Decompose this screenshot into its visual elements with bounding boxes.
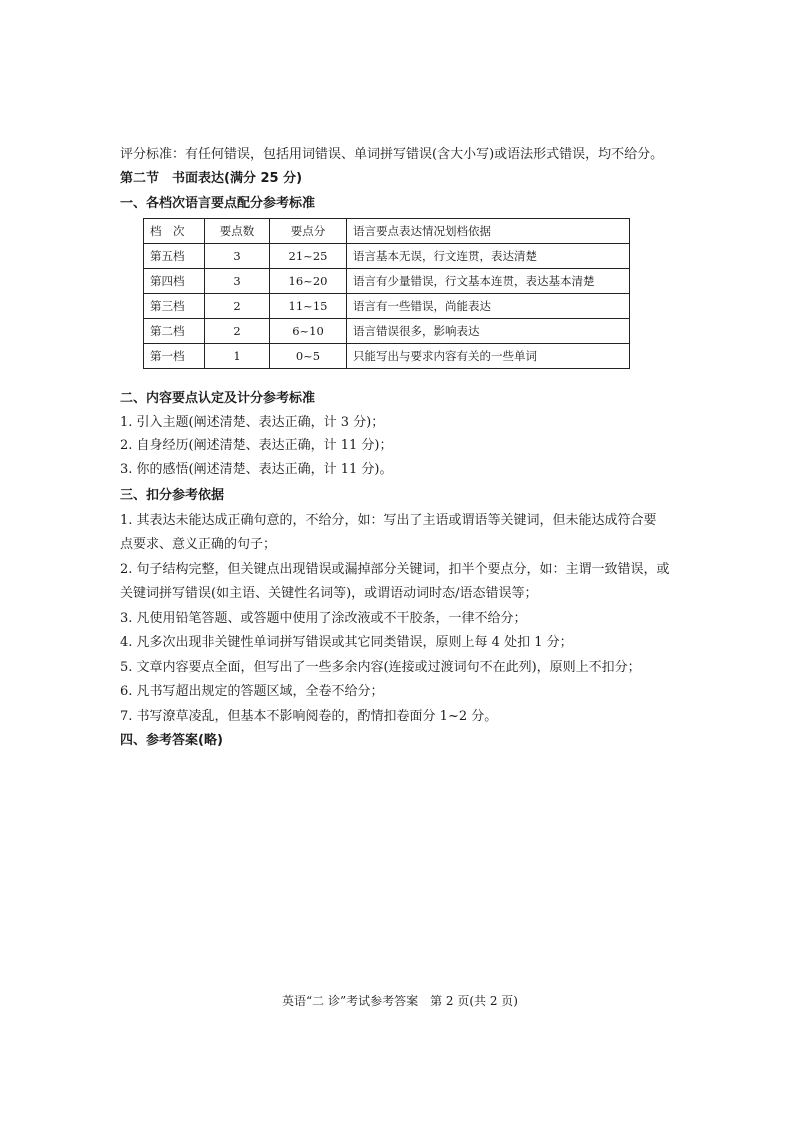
table-row xyxy=(144,294,630,319)
cell-score: 16~20 xyxy=(270,269,347,294)
cell-points: 2 xyxy=(205,319,270,344)
cell-level: 第三档 xyxy=(144,294,205,319)
table-row xyxy=(144,269,630,294)
cell-level: 第二档 xyxy=(144,319,205,344)
part1-heading: 一、各档次语言要点配分参考标准 xyxy=(120,196,316,211)
deduction-item: 5. 文章内容要点全面，但写出了一些多余内容(连接或过渡词句不在此列)，原则上不扣分； xyxy=(120,660,641,675)
cell-score: 11~15 xyxy=(270,294,347,319)
deduction-item: 6. 凡书写超出规定的答题区域，全卷不给分； xyxy=(120,684,384,699)
table-row xyxy=(144,319,630,344)
deduction-item-continued: 点要求、意义正确的句子； xyxy=(120,537,277,552)
cell-points: 1 xyxy=(205,344,270,369)
table-row xyxy=(144,244,630,269)
part2-heading: 二、内容要点认定及计分参考标准 xyxy=(120,391,316,406)
page-footer: 英语“二 诊”考试参考答案 第 2 页(共 2 页) xyxy=(282,994,518,1008)
cell-points: 2 xyxy=(205,294,270,319)
content-point-item: 1. 引入主题(阐述清楚、表达正确，计 3 分)； xyxy=(120,415,385,430)
part3-heading: 三、扣分参考依据 xyxy=(120,488,225,503)
deduction-item: 7. 书写潦草凌乱，但基本不影响阅卷的，酌情扣卷面分 1~2 分。 xyxy=(120,709,498,724)
deduction-item: 3. 凡使用铅笔答题、或答题中使用了涂改液或不干胶条，一律不给分； xyxy=(120,611,527,626)
section-title: 第二节 书面表达(满分 25 分) xyxy=(120,171,303,186)
cell-level: 第四档 xyxy=(144,269,205,294)
content-point-item: 3. 你的感悟(阐述清楚、表达正确，计 11 分)。 xyxy=(120,462,393,477)
scoring-criteria-line: 评分标准：有任何错误，包括用词错误、单词拼写错误(含大小写)或语法形式错误，均不给分。 xyxy=(120,147,664,162)
cell-basis: 语言有一些错误，尚能表达 xyxy=(347,294,630,319)
col-header-score: 要点分 xyxy=(270,219,347,244)
cell-points: 3 xyxy=(205,244,270,269)
col-header-points: 要点数 xyxy=(205,219,270,244)
deduction-item: 1. 其表达未能达成正确句意的，不给分，如：写出了主语或谓语等关键词，但未能达成符合要 xyxy=(120,513,657,528)
table-row xyxy=(144,344,630,369)
col-header-level: 档 次 xyxy=(144,219,205,244)
cell-points: 3 xyxy=(205,269,270,294)
cell-basis: 语言错误很多，影响表达 xyxy=(347,319,630,344)
content-point-item: 2. 自身经历(阐述清楚、表达正确，计 11 分)； xyxy=(120,438,393,453)
part4-heading: 四、参考答案(略) xyxy=(120,733,223,748)
cell-score: 21~25 xyxy=(270,244,347,269)
cell-score: 0~5 xyxy=(270,344,347,369)
cell-basis: 只能写出与要求内容有关的一些单词 xyxy=(347,344,630,369)
grading-table xyxy=(143,218,630,369)
col-header-basis: 语言要点表达情况划档依据 xyxy=(347,219,630,244)
cell-level: 第一档 xyxy=(144,344,205,369)
deduction-item: 2. 句子结构完整，但关键点出现错误或漏掉部分关键词，扣半个要点分，如：主谓一致错误，或 xyxy=(120,562,670,577)
grading-table-header xyxy=(144,219,630,244)
cell-level: 第五档 xyxy=(144,244,205,269)
deduction-item: 4. 凡多次出现非关键性单词拼写错误或其它同类错误，原则上每 4 处扣 1 分； xyxy=(120,635,573,650)
cell-basis: 语言有少量错误，行文基本连贯，表达基本清楚 xyxy=(347,269,630,294)
deduction-item-continued: 关键词拼写错误(如主语、关键性名词等)，或谓语动词时态/语态错误等； xyxy=(120,586,538,601)
cell-basis: 语言基本无误，行文连贯，表达清楚 xyxy=(347,244,630,269)
cell-score: 6~10 xyxy=(270,319,347,344)
